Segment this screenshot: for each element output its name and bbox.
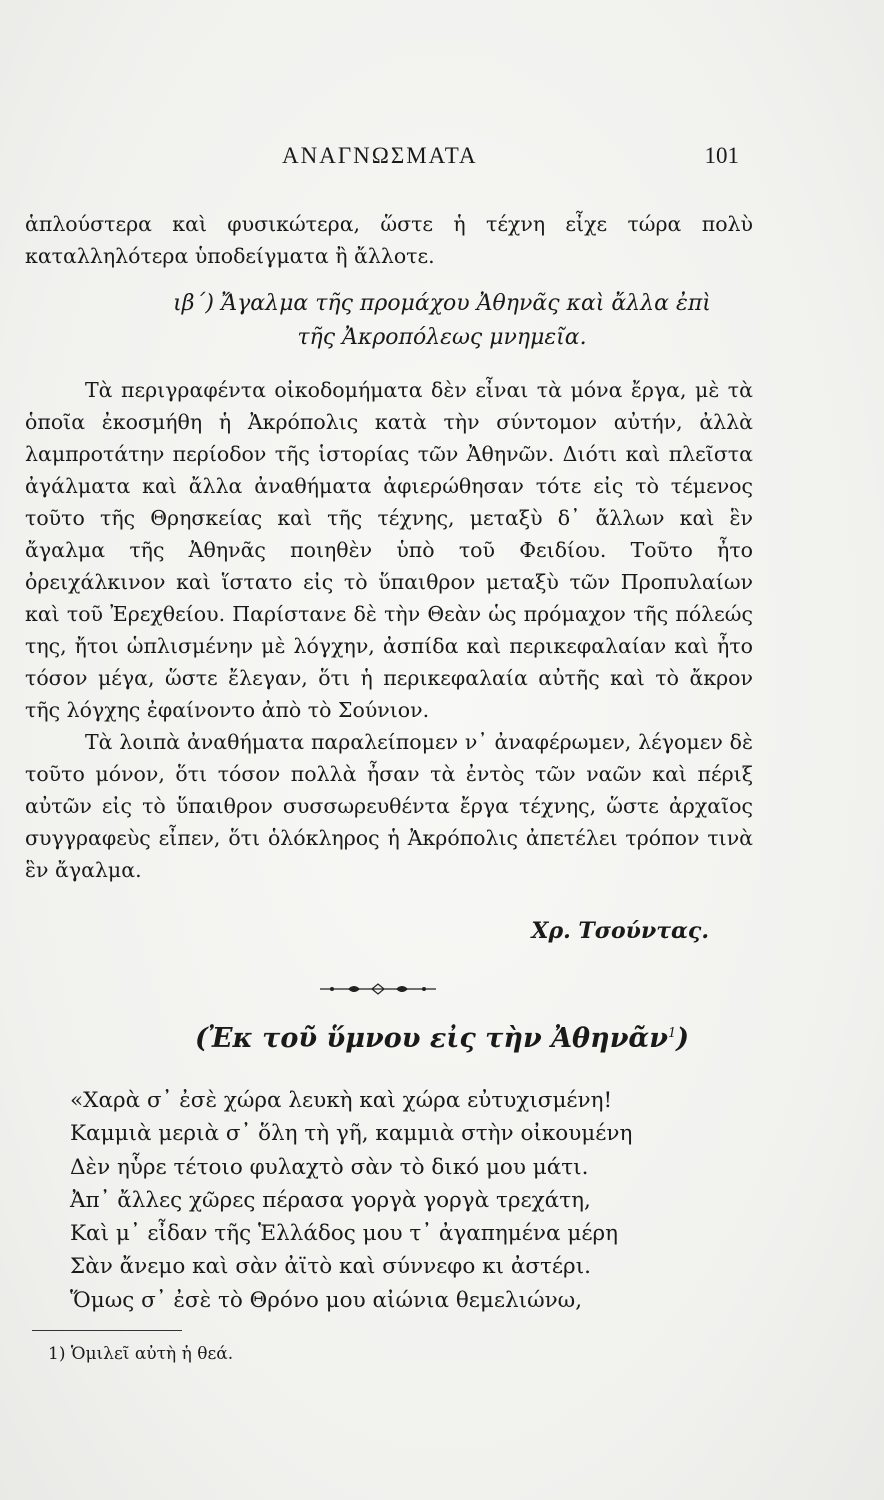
section-heading-line1 xyxy=(0,287,884,321)
section-title-line1: Ἄγαλμα τῆς προμάχου Ἀθηνᾶς καὶ ἄλλα ἐπὶ xyxy=(221,291,711,316)
running-title: ΑΝΑΓΝΩΣΜΑΤΑ xyxy=(282,143,478,168)
footnote-rule xyxy=(32,1330,182,1331)
opening-paragraph xyxy=(25,208,753,272)
poem-line: Καὶ μ᾽ εἶδαν τῆς Ἑλλάδος μου τ᾽ ἀγαπημένα μέρη xyxy=(70,1221,618,1247)
section-heading xyxy=(0,287,884,355)
section-body xyxy=(25,374,753,886)
ornament-divider xyxy=(318,982,438,996)
poem-title xyxy=(0,1023,884,1054)
poem-line: Δὲν ηὗρε τέτοιο φυλαχτὸ σὰν τὸ δικό μου μάτι. xyxy=(70,1154,589,1180)
poem-line: Ὅμως σ᾽ ἐσὲ τὸ Θρόνο μου αἰώνια θεμελιώνω, xyxy=(70,1287,583,1313)
author-signature: Χρ. Τσούντας. xyxy=(531,918,709,944)
poem-line: Σὰν ἄνεμο καὶ σὰν ἀϊτὸ καὶ σύννεφο κι ἀστέρι. xyxy=(70,1254,591,1280)
poem-line: «Χαρὰ σ᾽ ἐσὲ χώρα λευκὴ καὶ χώρα εὐτυχισμένη! xyxy=(70,1088,613,1113)
poem-title-text: (Ἐκ τοῦ ὕμνου εἰς τὴν Ἀθηνᾶν xyxy=(194,1023,668,1054)
poem-line: Καμμιὰ μεριὰ σ᾽ ὅλη τὴ γῆ, καμμιὰ στὴν οἰκουμένη xyxy=(70,1121,633,1147)
poem-footnote-marker: 1 xyxy=(667,1026,677,1041)
section-paragraph-2: Τὰ λοιπὰ ἀναθήματα παραλείπομεν ν᾽ ἀναφέρωμεν, λέγομεν δὲ τοῦτο μόνον, ὅτι τόσον πολλὰ ἦσαν τὰ ἐντὸς τῶν ναῶν καὶ πέριξ αὐτῶν εἰς τὸ ὕπαιθρον συσσωρευθέντα ἔργα τέχνης, ὥστε ἀρχαῖος συγγραφεὺς εἶπεν, ὅτι ὁλόκληρος ἡ Ἀκρόπολις ἀπετέλει τρόπον τινὰ ἓν ἄγαλμα. xyxy=(25,730,753,882)
poem-body xyxy=(70,1084,770,1317)
section-number: ιβ΄) xyxy=(173,291,215,316)
section-paragraph-1: Τὰ περιγραφέντα οἰκοδομήματα δὲν εἶναι τὰ μόνα ἔργα, μὲ τὰ ὁποῖα ἐκοσμήθη ἡ Ἀκρόπολις κατὰ τὴν σύντομον αὐτήν, ἀλλὰ λαμπροτάτην περίοδον τῆς ἱστορίας τῶν Ἀθηνῶν. Διότι καὶ πλεῖστα ἀγάλματα καὶ ἄλλα ἀναθήματα ἀφιερώθησαν τότε εἰς τὸ τέμενος τοῦτο τῆς Θρησκείας καὶ τῆς τέχνης, μεταξὺ δ᾽ ἄλλων καὶ ἓν ἄγαλμα τῆς Ἀθηνᾶς ποιηθὲν ὑπὸ τοῦ Φειδίου. Τοῦτο ἦτο ὀρειχάλκινον καὶ ἵστατο εἰς τὸ ὕπαιθρον μεταξὺ τῶν Προπυλαίων καὶ τοῦ Ἐρεχθείου. Παρίστανε δὲ τὴν Θεὰν ὡς πρόμαχον τῆς πόλεώς της, ἤτοι ὡπλισμένην μὲ λόγχην, ἀσπίδα καὶ περικεφαλαίαν καὶ ἦτο τόσον μέγα, ὥστε ἔλεγαν, ὅτι ἡ περικεφαλαία αὐτῆς καὶ τὸ ἄκρον τῆς λόγχης ἐφαίνοντο ἀπὸ τὸ Σούνιον. xyxy=(25,378,753,722)
running-head xyxy=(0,143,884,175)
poem-title-close: ) xyxy=(676,1023,689,1054)
poem-line: Ἀπ᾽ ἄλλες χῶρες πέρασα γοργὰ γοργὰ τρεχάτη, xyxy=(70,1187,591,1213)
section-title-line2: τῆς Ἀκροπόλεως μνημεῖα. xyxy=(297,325,587,350)
opening-lines: ἁπλούστερα καὶ φυσικώτερα, ὥστε ἡ τέχνη εἶχε τώρα πολὺ καταλληλότερα ὑποδείγματα ἢ ἄλλοτε. xyxy=(25,212,753,268)
page-number: 101 xyxy=(704,143,739,168)
footnote: 1) Ὁμιλεῖ αὐτὴ ἡ θεά. xyxy=(48,1344,234,1364)
